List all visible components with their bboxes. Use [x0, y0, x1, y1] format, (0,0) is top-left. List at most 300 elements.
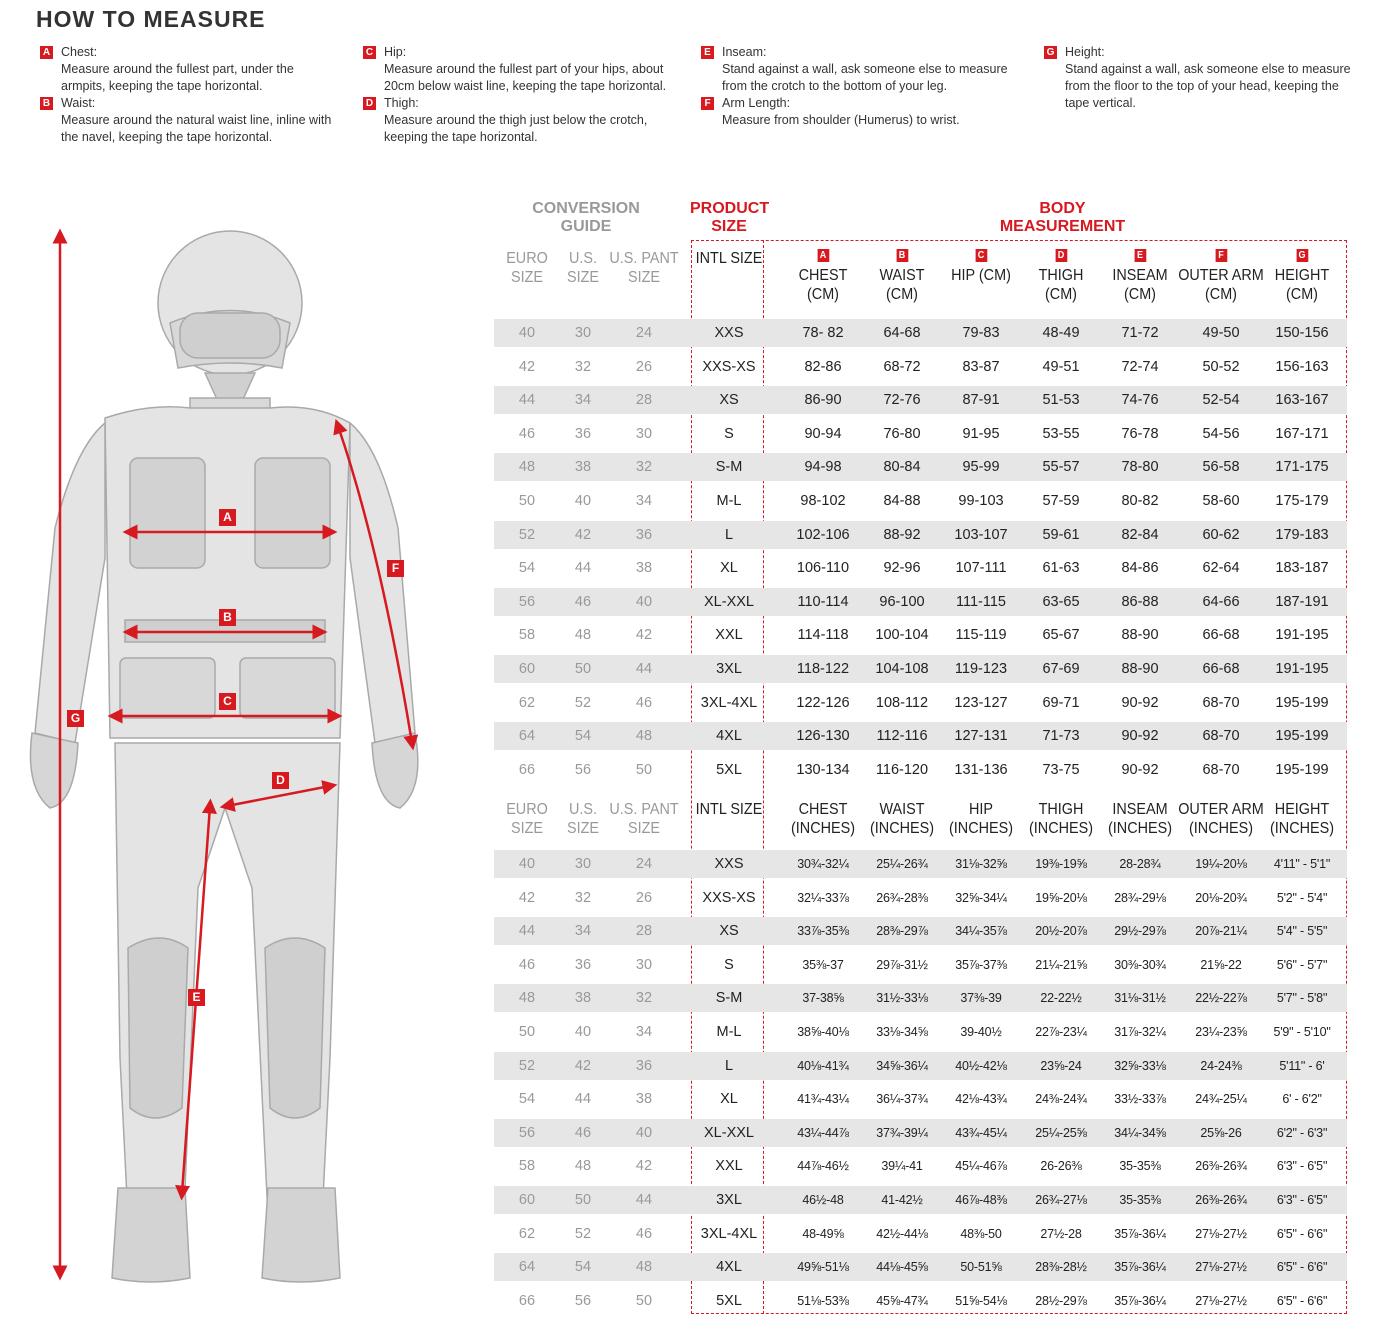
cm-cell: 24 — [635, 325, 653, 341]
cm-cell: 163-167 — [1275, 392, 1329, 409]
cm-cell: 80-82 — [1121, 493, 1159, 509]
chest-badge: A — [40, 46, 53, 59]
inches-cell: 31⅛-32⅝ — [955, 857, 1007, 871]
inches-header-label-7: THIGH (INCHES) — [1028, 801, 1093, 837]
cm-header-label-1: U.S. SIZE — [566, 250, 600, 286]
instruction-hip-text: Measure around the fullest part of your hips, about 20cm below waist line, keeping the tape horizontal. — [384, 62, 667, 93]
inches-cell: 32⅝-33⅛ — [1114, 1058, 1166, 1073]
cm-cell: 42 — [635, 627, 653, 644]
inches-cell: 24 — [635, 856, 653, 872]
inches-cell: XXL — [715, 1158, 743, 1175]
cm-cell: 46 — [574, 593, 592, 610]
inches-cell: 20⅞-21¼ — [1195, 924, 1247, 939]
cm-cell: 78-80 — [1121, 459, 1159, 476]
cm-cell: 4XL — [716, 728, 742, 745]
inches-cell: 32 — [574, 889, 592, 906]
cm-cell: 49-51 — [1042, 358, 1080, 375]
cm-cell: 52-54 — [1202, 392, 1240, 409]
cm-cell: 30 — [635, 425, 653, 442]
inches-header-label-10: HEIGHT (INCHES) — [1269, 801, 1334, 837]
cm-cell: 44 — [518, 392, 536, 409]
cm-cell: 187-191 — [1275, 593, 1329, 610]
cm-cell: 50 — [518, 493, 536, 509]
inches-cell: 31⅛-31½ — [1114, 991, 1166, 1006]
inches-cell: 34 — [574, 923, 592, 940]
inches-header-5 — [862, 800, 941, 838]
group-conversion-guide: CONVERSION GUIDE — [532, 200, 640, 235]
cm-cell: 56 — [518, 593, 536, 610]
inches-cell: 40½-42⅛ — [955, 1058, 1007, 1073]
inches-cell: 44 — [574, 1091, 592, 1108]
figure-label-e: E — [188, 989, 205, 1006]
cm-cell: S — [724, 425, 734, 442]
instruction-height-name: Height: — [1065, 45, 1105, 59]
cm-header-label-6: HIP (CM) — [951, 267, 1011, 284]
inches-cell: 37-38⅝ — [802, 991, 844, 1006]
cm-cell: 104-108 — [875, 661, 929, 677]
inches-cell: 6'5" - 6'6" — [1276, 1226, 1328, 1241]
cm-header-2 — [604, 249, 685, 287]
inches-cell: 19⅝-20⅛ — [1035, 890, 1087, 905]
cm-cell: 103-107 — [954, 526, 1008, 543]
cm-header-label-0: EURO SIZE — [506, 250, 548, 286]
inches-cell: 32¼-33⅞ — [797, 890, 849, 905]
cm-cell: 64-66 — [1202, 593, 1240, 610]
inches-cell: 56 — [518, 1124, 536, 1141]
inches-header-1 — [556, 800, 610, 838]
cm-cell: 61-63 — [1042, 560, 1080, 577]
inches-cell: 40 — [574, 1024, 592, 1040]
cm-cell: 32 — [635, 459, 653, 476]
inches-cell: 3XL-4XL — [700, 1225, 758, 1242]
inches-cell: XS — [719, 923, 739, 940]
inches-cell: 48⅜-50 — [960, 1226, 1002, 1241]
cm-cell: 42 — [574, 526, 592, 543]
inches-cell: 56 — [574, 1292, 592, 1309]
measurement-figure — [20, 228, 460, 1288]
cm-cell: 179-183 — [1275, 526, 1329, 543]
inches-cell: 34⅝-36¼ — [876, 1058, 928, 1073]
inches-header-4 — [782, 800, 865, 838]
cm-cell: 82-86 — [804, 358, 842, 375]
cm-cell: 92-96 — [883, 560, 921, 577]
cm-header-9 — [1176, 249, 1266, 304]
instruction-hip — [359, 44, 684, 95]
inches-cell: 50-51⅝ — [960, 1260, 1002, 1275]
cm-cell: 34 — [635, 493, 653, 509]
instruction-inseam — [697, 44, 1019, 95]
inches-cell: 26 — [635, 889, 653, 906]
inches-header-label-0: EURO SIZE — [506, 801, 548, 837]
cm-cell: 87-91 — [962, 392, 1000, 409]
cm-cell: 34 — [574, 392, 592, 409]
instruction-thigh-text: Measure around the thigh just below the crotch, keeping the tape horizontal. — [384, 113, 648, 144]
cm-cell: 3XL-4XL — [700, 694, 758, 711]
inches-header-label-1: U.S. SIZE — [566, 801, 600, 837]
inches-cell: 51⅛-53⅜ — [797, 1293, 849, 1308]
inches-cell: 25¼-26¾ — [876, 857, 928, 871]
cm-cell: 40 — [518, 325, 536, 341]
cm-header-label-4: CHEST (CM) — [798, 267, 848, 303]
inches-header-7 — [1021, 800, 1100, 838]
header-letter-e: E — [1134, 249, 1146, 262]
inches-cell: 44⅛-45⅝ — [876, 1260, 928, 1275]
inches-cell: 34 — [635, 1024, 653, 1040]
inches-header-label-4: CHEST (INCHES) — [790, 801, 855, 837]
inches-cell: 35⅞-36¼ — [1114, 1260, 1166, 1275]
cm-header-label-5: WAIST (CM) — [879, 267, 925, 303]
cm-cell: 90-92 — [1121, 728, 1159, 745]
cm-cell: 40 — [574, 493, 592, 509]
cm-cell: 68-70 — [1202, 694, 1240, 711]
inches-cell: 19¼-20⅛ — [1195, 857, 1247, 871]
instruction-arm-length-name: Arm Length: — [722, 96, 791, 110]
inches-cell: 43¼-44⅞ — [797, 1125, 849, 1140]
inches-cell: 6'3" - 6'5" — [1276, 1159, 1328, 1174]
inches-cell: 20⅛-20¾ — [1195, 890, 1247, 905]
instructions-col-4 — [1040, 44, 1362, 112]
cm-cell: 36 — [574, 425, 592, 442]
inches-header-label-6: HIP (INCHES) — [948, 801, 1013, 837]
cm-cell: 130-134 — [796, 761, 850, 778]
cm-cell: 183-187 — [1275, 560, 1329, 577]
cm-cell: 91-95 — [962, 425, 1000, 442]
inches-cell: 30⅜-30¾ — [1114, 957, 1166, 972]
cm-cell: 54-56 — [1202, 425, 1240, 442]
instructions-col-2 — [359, 44, 684, 146]
inches-cell: 46 — [574, 1124, 592, 1141]
cm-cell: 28 — [635, 392, 653, 409]
cm-cell: 88-90 — [1121, 661, 1159, 677]
inches-cell: 30 — [574, 856, 592, 872]
inches-cell: 5'4" - 5'5" — [1276, 924, 1328, 939]
instruction-arm-length-text: Measure from shoulder (Humerus) to wrist. — [722, 113, 960, 127]
cm-cell: 36 — [635, 526, 653, 543]
cm-cell: 44 — [635, 661, 653, 677]
inches-cell: 51⅝-54⅛ — [955, 1293, 1007, 1308]
cm-cell: 156-163 — [1275, 358, 1329, 375]
cm-cell: 68-70 — [1202, 728, 1240, 745]
cm-cell: 112-116 — [876, 728, 928, 745]
inches-cell: 42 — [518, 889, 536, 906]
inches-cell: L — [724, 1057, 734, 1074]
cm-cell: 191-195 — [1275, 661, 1329, 677]
instruction-height-text: Stand against a wall, ask someone else to measure from the floor to the top of your head, keeping the tape vertical. — [1065, 62, 1351, 110]
cm-cell: 69-71 — [1042, 694, 1080, 711]
inches-cell: 19⅜-19⅝ — [1035, 857, 1087, 871]
inches-cell: 44 — [518, 923, 536, 940]
cm-cell: 32 — [574, 358, 592, 375]
arm-length-badge: F — [701, 97, 714, 110]
inches-cell: 32⅝-34¼ — [955, 890, 1007, 905]
inches-cell: 28⅜-28½ — [1035, 1260, 1087, 1275]
inches-cell: 52 — [574, 1225, 592, 1242]
inches-cell: XXS-XS — [702, 889, 756, 906]
cm-cell: 50 — [635, 761, 653, 778]
cm-cell: 50-52 — [1202, 358, 1240, 375]
inches-cell: 36 — [635, 1057, 653, 1074]
cm-cell: 115-119 — [955, 627, 1007, 644]
inches-cell: 39¼-41 — [881, 1159, 923, 1174]
inches-cell: 34¼-34⅝ — [1114, 1125, 1166, 1140]
cm-cell: 58 — [518, 627, 536, 644]
cm-cell: 49-50 — [1202, 325, 1240, 341]
inches-cell: 42 — [574, 1057, 592, 1074]
instruction-chest-name: Chest: — [61, 45, 98, 59]
cm-cell: 55-57 — [1042, 459, 1080, 476]
cm-cell: 54 — [518, 560, 536, 577]
inches-cell: 25⅝-26 — [1200, 1125, 1242, 1140]
cm-cell: 84-88 — [883, 493, 921, 509]
figure-label-c: C — [219, 693, 236, 710]
cm-cell: 102-106 — [796, 526, 850, 543]
inches-cell: 41-42½ — [881, 1193, 923, 1207]
cm-header-label-9: OUTER ARM (CM) — [1178, 267, 1264, 303]
figure-label-f: F — [387, 560, 404, 577]
instruction-inseam-text: Stand against a wall, ask someone else to measure from the crotch to the bottom of your leg. — [722, 62, 1008, 93]
inches-header-10 — [1262, 800, 1343, 838]
cm-cell: 66-68 — [1202, 661, 1240, 677]
cm-cell: 68-70 — [1202, 761, 1240, 778]
inches-cell: 50 — [518, 1024, 536, 1040]
inches-cell: 36 — [574, 956, 592, 973]
header-letter-d: D — [1055, 249, 1067, 262]
instructions-col-3 — [697, 44, 1019, 129]
instruction-waist-name: Waist: — [61, 96, 96, 110]
cm-cell: 79-83 — [962, 325, 1000, 341]
cm-cell: 64-68 — [883, 325, 921, 341]
inches-cell: 46½-48 — [802, 1193, 844, 1207]
cm-cell: 44 — [574, 560, 592, 577]
cm-cell: 90-94 — [804, 425, 842, 442]
inches-cell: 44 — [635, 1192, 653, 1208]
cm-cell: 66 — [518, 761, 536, 778]
cm-cell: 57-59 — [1042, 493, 1080, 509]
header-letter-b: B — [896, 249, 908, 262]
cm-cell: 64 — [518, 728, 536, 745]
cm-cell: 46 — [635, 694, 653, 711]
inches-cell: 24¾-25¼ — [1195, 1092, 1247, 1107]
inches-cell: 27⅛-27½ — [1195, 1260, 1247, 1275]
instruction-thigh-name: Thigh: — [384, 96, 419, 110]
figure-label-d: D — [272, 772, 289, 789]
cm-cell: 88-90 — [1121, 627, 1159, 644]
instruction-waist — [36, 95, 336, 146]
instructions-col-1 — [36, 44, 336, 146]
figure-label-g: G — [67, 710, 84, 727]
inches-cell: 32 — [635, 990, 653, 1007]
inches-cell: 48 — [574, 1158, 592, 1175]
cm-cell: 80-84 — [883, 459, 921, 476]
cm-cell: 60 — [518, 661, 536, 677]
cm-cell: 66-68 — [1202, 627, 1240, 644]
inches-cell: 40 — [518, 856, 536, 872]
inches-cell: S-M — [715, 990, 743, 1007]
inches-cell: 5'9" - 5'10" — [1273, 1025, 1331, 1039]
figure-label-b: B — [219, 609, 236, 626]
inches-cell: 28⅜-29⅞ — [876, 924, 928, 939]
inches-cell: 6'3" - 6'5" — [1276, 1193, 1328, 1207]
cm-cell: 107-111 — [955, 560, 1007, 577]
inches-cell: 43¾-45¼ — [955, 1125, 1007, 1140]
cm-cell: 54 — [574, 728, 592, 745]
cm-cell: 95-99 — [962, 459, 1000, 476]
cm-cell: 74-76 — [1121, 392, 1159, 409]
cm-cell: 118-122 — [796, 661, 850, 677]
inches-cell: 33⅛-34⅝ — [876, 1025, 928, 1039]
cm-cell: 127-131 — [954, 728, 1008, 745]
cm-cell: 65-67 — [1042, 627, 1080, 644]
inches-cell: 40 — [635, 1124, 653, 1141]
inches-cell: 46 — [635, 1225, 653, 1242]
inches-cell: 27⅛-27½ — [1195, 1293, 1247, 1308]
rider-silhouette — [30, 231, 417, 1282]
inches-cell: 26⅜-26¾ — [1195, 1193, 1247, 1207]
cm-cell: 126-130 — [796, 728, 850, 745]
inches-cell: 5'11" - 6' — [1279, 1058, 1325, 1073]
inches-cell: 50 — [635, 1292, 653, 1309]
inches-cell: XL-XXL — [704, 1124, 754, 1141]
instruction-waist-text: Measure around the natural waist line, inline with the navel, keeping the tape horizontal. — [61, 113, 332, 144]
cm-cell: 30 — [574, 325, 592, 341]
cm-header-5 — [862, 249, 941, 304]
inches-cell: 35⅜-37 — [802, 957, 844, 972]
inches-cell: 54 — [518, 1091, 536, 1108]
inches-cell: 23⅝-24 — [1040, 1058, 1082, 1073]
inches-cell: 35⅞-37⅜ — [955, 957, 1007, 972]
cm-cell: XXS — [714, 325, 744, 341]
inches-cell: XL — [720, 1091, 738, 1108]
inches-cell: 35-35⅜ — [1119, 1159, 1161, 1174]
cm-header-6 — [941, 249, 1020, 285]
inches-cell: M-L — [716, 1024, 742, 1040]
inches-cell: 48 — [635, 1259, 653, 1276]
cm-cell: 48-49 — [1042, 325, 1080, 341]
cm-header-label-7: THIGH (CM) — [1038, 267, 1084, 303]
cm-cell: 71-73 — [1042, 728, 1080, 745]
inches-cell: 45⅝-47¾ — [876, 1293, 928, 1308]
inches-cell: 33⅞-35⅜ — [797, 924, 849, 939]
inches-cell: 37⅜-39 — [960, 991, 1002, 1006]
inches-cell: 62 — [518, 1225, 536, 1242]
cm-cell: 53-55 — [1042, 425, 1080, 442]
inseam-badge: E — [701, 46, 714, 59]
cm-cell: 56-58 — [1202, 459, 1240, 476]
inches-header-9 — [1176, 800, 1266, 838]
cm-cell: 68-72 — [883, 358, 921, 375]
inches-cell: 39-40½ — [960, 1025, 1002, 1039]
inches-cell: 5'2" - 5'4" — [1276, 890, 1328, 905]
cm-header-4 — [782, 249, 865, 304]
inches-cell: 26⅜-26¾ — [1195, 1159, 1247, 1174]
inches-cell: 48 — [518, 990, 536, 1007]
cm-cell: 5XL — [716, 761, 742, 778]
inches-cell: 30¾-32¼ — [797, 857, 849, 871]
cm-cell: 46 — [518, 425, 536, 442]
height-badge: G — [1044, 46, 1057, 59]
inches-cell: 26¾-28⅜ — [876, 890, 928, 905]
inches-cell: 48-49⅝ — [802, 1226, 844, 1241]
header-letter-c: C — [975, 249, 987, 262]
cm-cell: XS — [719, 392, 739, 409]
inches-cell: 21¼-21⅝ — [1035, 957, 1087, 972]
inches-cell: 29⅞-31½ — [876, 957, 928, 972]
inches-header-3 — [693, 800, 765, 819]
inches-cell: 28 — [635, 923, 653, 940]
inches-cell: 37¾-39¼ — [876, 1125, 928, 1140]
cm-cell: 106-110 — [796, 560, 850, 577]
cm-cell: 42 — [518, 358, 536, 375]
inches-cell: 30 — [635, 956, 653, 973]
cm-cell: 67-69 — [1042, 661, 1080, 677]
cm-cell: 195-199 — [1275, 761, 1329, 778]
inches-cell: 46⅞-48⅜ — [955, 1193, 1007, 1207]
instruction-inseam-name: Inseam: — [722, 45, 767, 59]
cm-cell: 73-75 — [1042, 761, 1080, 778]
header-letter-f: F — [1215, 249, 1227, 262]
cm-cell: 3XL — [716, 661, 742, 677]
cm-cell: 86-90 — [804, 392, 842, 409]
cm-cell: 195-199 — [1275, 728, 1329, 745]
page-title: HOW TO MEASURE — [36, 6, 266, 32]
instruction-chest — [36, 44, 336, 95]
cm-cell: 98-102 — [800, 493, 846, 509]
cm-cell: 76-78 — [1121, 425, 1159, 442]
instruction-thigh — [359, 95, 684, 146]
cm-cell: M-L — [716, 493, 742, 509]
inches-cell: 38 — [574, 990, 592, 1007]
cm-cell: 94-98 — [804, 459, 842, 476]
cm-cell: 119-123 — [954, 661, 1008, 677]
inches-cell: 6' - 6'2" — [1282, 1092, 1322, 1107]
cm-cell: 38 — [635, 560, 653, 577]
inches-header-0 — [500, 800, 554, 838]
inches-cell: 22⅞-23¼ — [1035, 1025, 1087, 1039]
cm-cell: 60-62 — [1202, 526, 1240, 543]
cm-cell: 62 — [518, 694, 536, 711]
cm-cell: 110-114 — [797, 593, 849, 610]
cm-cell: 76-80 — [883, 425, 921, 442]
inches-cell: 42½-44⅛ — [876, 1226, 928, 1241]
cm-cell: 84-86 — [1121, 560, 1159, 577]
inches-cell: 45¼-46⅞ — [955, 1159, 1007, 1174]
cm-cell: 88-92 — [883, 526, 921, 543]
cm-cell: 175-179 — [1275, 493, 1329, 509]
inches-cell: 29½-29⅞ — [1114, 924, 1166, 939]
inches-cell: XXS — [714, 856, 744, 872]
inches-cell: 28¾-29⅛ — [1114, 890, 1166, 905]
group-product-size: PRODUCT SIZE — [690, 200, 770, 235]
inches-cell: 40⅛-41¾ — [797, 1058, 849, 1073]
inches-cell: 22½-22⅞ — [1195, 991, 1247, 1006]
inches-header-label-3: INTL SIZE — [695, 801, 763, 818]
cm-cell: 82-84 — [1121, 526, 1159, 543]
inches-cell: 34¼-35⅞ — [955, 924, 1007, 939]
cm-cell: 72-74 — [1121, 358, 1159, 375]
cm-header-label-2: U.S. PANT SIZE — [609, 250, 679, 286]
inches-cell: 52 — [518, 1057, 536, 1074]
inches-cell: 35⅞-36¼ — [1114, 1293, 1166, 1308]
header-letter-a: A — [817, 249, 829, 262]
instruction-arm-length — [697, 95, 1019, 129]
inches-header-8 — [1100, 800, 1179, 838]
inches-cell: 5XL — [716, 1292, 742, 1309]
cm-cell: 50 — [574, 661, 592, 677]
inches-cell: 27⅛-27½ — [1195, 1226, 1247, 1241]
cm-cell: 171-175 — [1275, 459, 1329, 476]
inches-cell: 35-35⅜ — [1119, 1193, 1161, 1207]
thigh-badge: D — [363, 97, 376, 110]
